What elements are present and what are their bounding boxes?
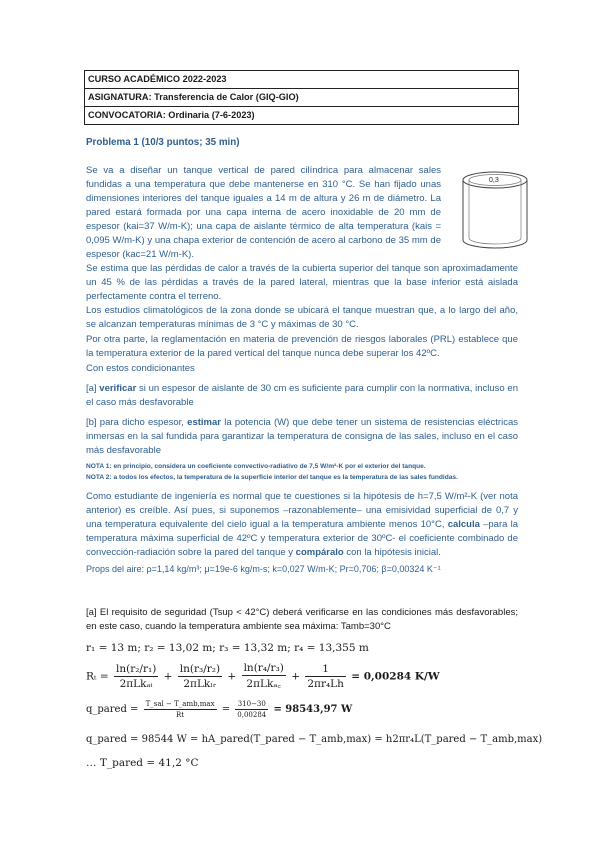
rt-term-1-num: ln(r₂/r₁) (115, 663, 157, 675)
problem-paragraph-5: Con estos condicionantes (86, 363, 195, 374)
problem-paragraph-1: Se va a diseñar un tanque vertical de pared cilíndrica para almacenar sales fundidas a una temperatura que debe mantenerse en 310 °C. Se han fijado unas dimensiones interiores del tanque iguales a 14 m de altura y 26 m de diámetro. La pared estará formada por una capa interna de acero inoxidable de 20 mm de espesor (kai=37 W/m-K); una capa de aislante térmico de alta temperatura (kais = 0,095 W/m-K) y una chapa exterior de contención de acero al carbono de 35 mm de espesor (kac=21 W/m-K). (86, 165, 441, 260)
paragraph-6-part-b: –para la temperatura máxima superficial de 42ºC y temperatura exterior de 30ºC- el coeficiente combinado de convección-radiación sobre la pared del tanque y (86, 519, 518, 558)
paragraph-6-part-c: con la hipótesis inicial. (343, 547, 441, 558)
tank-label: 0,3 (489, 177, 499, 184)
rt-term-1 (114, 663, 158, 690)
course-cell: CURSO ACADÉMICO 2022-2023 (85, 71, 519, 89)
question-a-verb: verificar (99, 383, 137, 394)
comparalo-verb: compáralo (295, 547, 344, 558)
question-b-verb: estimar (187, 417, 221, 428)
question-a-text: si un espesor de aislante de 30 cm es suficiente para cumplir con la normativa, incluso en el caso más desfavorable (86, 383, 519, 408)
q-label: q_pared = (86, 704, 139, 715)
rt-term-2 (178, 663, 222, 690)
rt-term-3-num: ln(r₄/r₃) (243, 662, 284, 674)
rt-term-1-den: 2πLkₐᵢ (119, 678, 153, 690)
question-a-prefix: [a] (86, 383, 100, 394)
tank-figure (455, 168, 535, 254)
problem-paragraph-4: Por otra parte, la reglamentación en materia de prevención de riesgos laborales (PRL) establece que la temperatura exterior de la pared vertical del tanque nunca debe superar los 42ºC. (86, 334, 518, 359)
solution-intro: [a] El requisito de seguridad (Tsup < 42°C) deberá verificarse en las condiciones más desfavorables; en este caso, cuando la temperatura ambiente sea máxima: Tamb=30°C (86, 607, 518, 632)
note-2: NOTA 2: a todos los efectos, la temperatura de la superficie interior del tanque es la temperatura de las sales fundidas. (86, 474, 458, 481)
rt-term-4-num: 1 (305, 663, 346, 677)
subject-cell: ASIGNATURA: Transferencia de Calor (GIQ-GIO) (85, 89, 519, 107)
rt-term-4 (305, 663, 346, 690)
rt-term-4-den: 2πr₄Lh (307, 678, 344, 690)
air-properties: Props del aire: ρ=1,14 kg/m³; μ=19e-6 kg/m-s; k=0,027 W/m-K; Pr=0,706; β=0,00324 K⁻¹ (86, 564, 441, 574)
rt-term-3 (242, 662, 286, 691)
note-1: NOTA 1: en principio, considera un coeficiente convectivo-radiativo de 7,5 W/m²-K por el exterior del tanque. (86, 463, 426, 470)
q-frac-2-den: 0,00284 (237, 711, 267, 719)
q-result: = 98543,97 W (273, 704, 353, 715)
header-table (84, 70, 519, 125)
problem-paragraph-2: Se estima que las pérdidas de calor a través de la cubierta superior del tanque son aproximadamente un 45 % de las pérdidas a través de la pared lateral, mientras que la base inferior está aislada perfectamente contra el terreno. (86, 263, 518, 302)
rt-equation: Rₜ = $\frac{\text{ln(r₂/r₁)}}{\text{2πLkₐᵢ}}$ + $\frac{\text{ln(r₃/r₂)}}{\text{2πLkₗᵣ}}$ + $\frac{\text{ln(r₄/r₃)}}{\text{2πLkₐ꜀}}$ + $\frac{1}{\text{2πr₄Lh}}$ = 0,00284 K/W (86, 662, 440, 690)
calcula-verb: calcula (447, 519, 480, 530)
rt-result: = 0,00284 K/W (351, 670, 440, 683)
q-frac-1 (144, 700, 217, 719)
q-frac-2-num: 310−30 (235, 700, 268, 710)
question-b-prefix: [b] para dicho espesor, (86, 417, 188, 428)
radii-equation: r₁ = 13 m; r₂ = 13,02 m; r₃ = 13,32 m; r₄ = 13,355 m (86, 642, 369, 654)
t-pared-result: … T_pared = 41,2 °C (86, 757, 199, 769)
q-frac-1-num: T_sal − T_amb,max (145, 700, 215, 708)
rt-term-2-den: 2πLkₗᵣ (183, 678, 217, 690)
q-frac-1-den: Rt (176, 711, 185, 719)
question-b-text: la potencia (W) que debe tener un sistema de resistencias eléctricas inmersas en la sal fundida para garantizar la temperatura de consigna de las sales, incluso en el caso más desfavorable (86, 417, 518, 456)
rt-term-3-den: 2πLkₐ꜀ (246, 678, 282, 690)
q-equation: q_pared = $\frac{\text{T\_sal − T\_amb,max}}{Rt}$ = $\frac{310-30}{0,00284}$ = 98543,97 W (86, 700, 353, 719)
q-pared-equation: q_pared = 98544 W = hA_pared(T_pared − T_amb,max) = h2πr₄L(T_pared − T_amb,max) (86, 734, 543, 745)
paragraph-6-part-a: Como estudiante de ingeniería es normal que te cuestiones si la hipótesis de h=7,5 W/m²-K (ver nota anterior) es creíble. Así pues, si suponemos –razonablemente– una emisividad superficial de 0,7 y una temperatura equivalente del cielo igual a la temperatura ambiente menos 10°C, (86, 491, 518, 530)
rt-term-2-num: ln(r₃/r₂) (179, 663, 221, 675)
problem-paragraph-3: Los estudios climatológicos de la zona donde se ubicará el tanque muestran que, a lo largo del año, se alcanzan temperaturas mínimas de 3 °C y máximas de 30 °C. (86, 305, 518, 330)
problem-title: Problema 1 (10/3 puntos; 35 min) (86, 137, 240, 148)
problem-paragraph-6 (86, 490, 518, 560)
call-cell: CONVOCATORIA: Ordinaria (7-6-2023) (85, 107, 519, 125)
rt-label: Rₜ = (86, 670, 109, 683)
question-b (86, 416, 518, 458)
question-a (86, 382, 518, 410)
q-frac-2 (235, 700, 268, 719)
